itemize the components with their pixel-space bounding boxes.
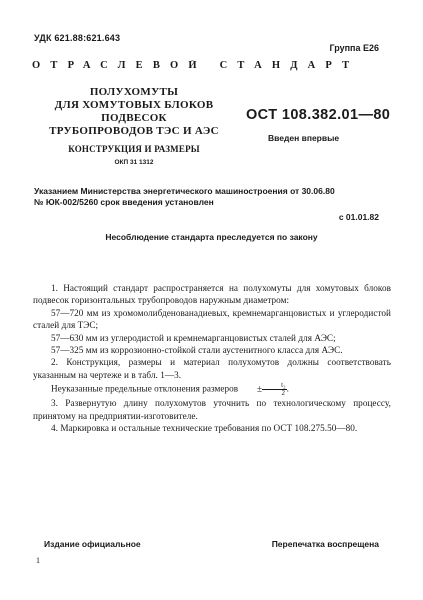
document-subtitle: КОНСТРУКЦИЯ И РАЗМЕРЫ bbox=[68, 144, 200, 154]
document-title bbox=[36, 86, 232, 138]
tolerance-paragraph bbox=[33, 382, 391, 397]
title-line: ПОДВЕСОК bbox=[101, 112, 167, 124]
udk-code: УДК 621.88:621.643 bbox=[34, 33, 121, 43]
body-text bbox=[33, 282, 391, 434]
reprint-prohibited-note: Перепечатка воспрещена bbox=[271, 539, 379, 549]
title-line: ДЛЯ ХОМУТОВЫХ БЛОКОВ bbox=[54, 99, 214, 111]
decree-line: № ЮК-002/5260 срок введения установлен bbox=[34, 197, 214, 207]
group-code: Группа Е26 bbox=[329, 43, 379, 53]
tolerance-fraction bbox=[262, 382, 287, 397]
effective-date: с 01.01.82 bbox=[338, 212, 379, 222]
tolerance-end: . bbox=[286, 383, 289, 394]
paragraph: 3. Развернутую длину полухомутов уточнить по технологическому процессу, принятому на предприятии-изготовителе. bbox=[33, 398, 391, 421]
standard-type-banner: ОТРАСЛЕВОЙ СТАНДАРТ bbox=[32, 60, 360, 71]
standard-number: ОСТ 108.382.01—80 bbox=[246, 107, 391, 123]
tolerance-text: Неуказанные предельные отклонения размеров bbox=[51, 383, 239, 394]
fraction-numerator: t₂ bbox=[262, 382, 287, 390]
paragraph: 57—325 мм из коррозионно-стойкой стали аустенитного класса для АЭС. bbox=[51, 345, 343, 356]
okp-code: ОКП 31 1312 bbox=[114, 159, 154, 166]
paragraph: 4. Маркировка и остальные технические требования по ОСТ 108.275.50—80. bbox=[51, 423, 358, 434]
title-line: ПОЛУХОМУТЫ bbox=[89, 86, 179, 98]
introduced-note: Введен впервые bbox=[268, 133, 340, 143]
paragraph: 1. Настоящий стандарт распространяется на полухомуты для хомутовых блоков подвесок горизонтальных трубопроводов наружным диаметром: bbox=[33, 283, 391, 306]
decree-line: Указанием Министерства энергетического машиностроения от 30.06.80 bbox=[34, 186, 335, 196]
decree-text bbox=[34, 186, 390, 208]
page-number: 1 bbox=[36, 556, 40, 565]
paragraph: 57—720 мм из хромомолибденованадиевых, кремнемарганцовистых и углеродистой сталей для ТЭС; bbox=[33, 307, 391, 331]
legal-warning: Несоблюдение стандарта преследуется по закону bbox=[105, 232, 318, 242]
plus-minus-sign: ± bbox=[256, 383, 263, 394]
paragraph: 2. Конструкция, размеры и материал полухомутов должны соответствовать указанным на чертеже и в табл. 1—3. bbox=[33, 357, 391, 380]
title-line: ТРУБОПРОВОДОВ ТЭС И АЭС bbox=[49, 125, 219, 137]
official-edition-note: Издание официальное bbox=[44, 539, 141, 549]
fraction-denominator: 2 bbox=[281, 389, 286, 398]
paragraph: 57—630 мм из углеродистой и кремнемарганцовистых сталей для АЭС; bbox=[51, 332, 336, 343]
